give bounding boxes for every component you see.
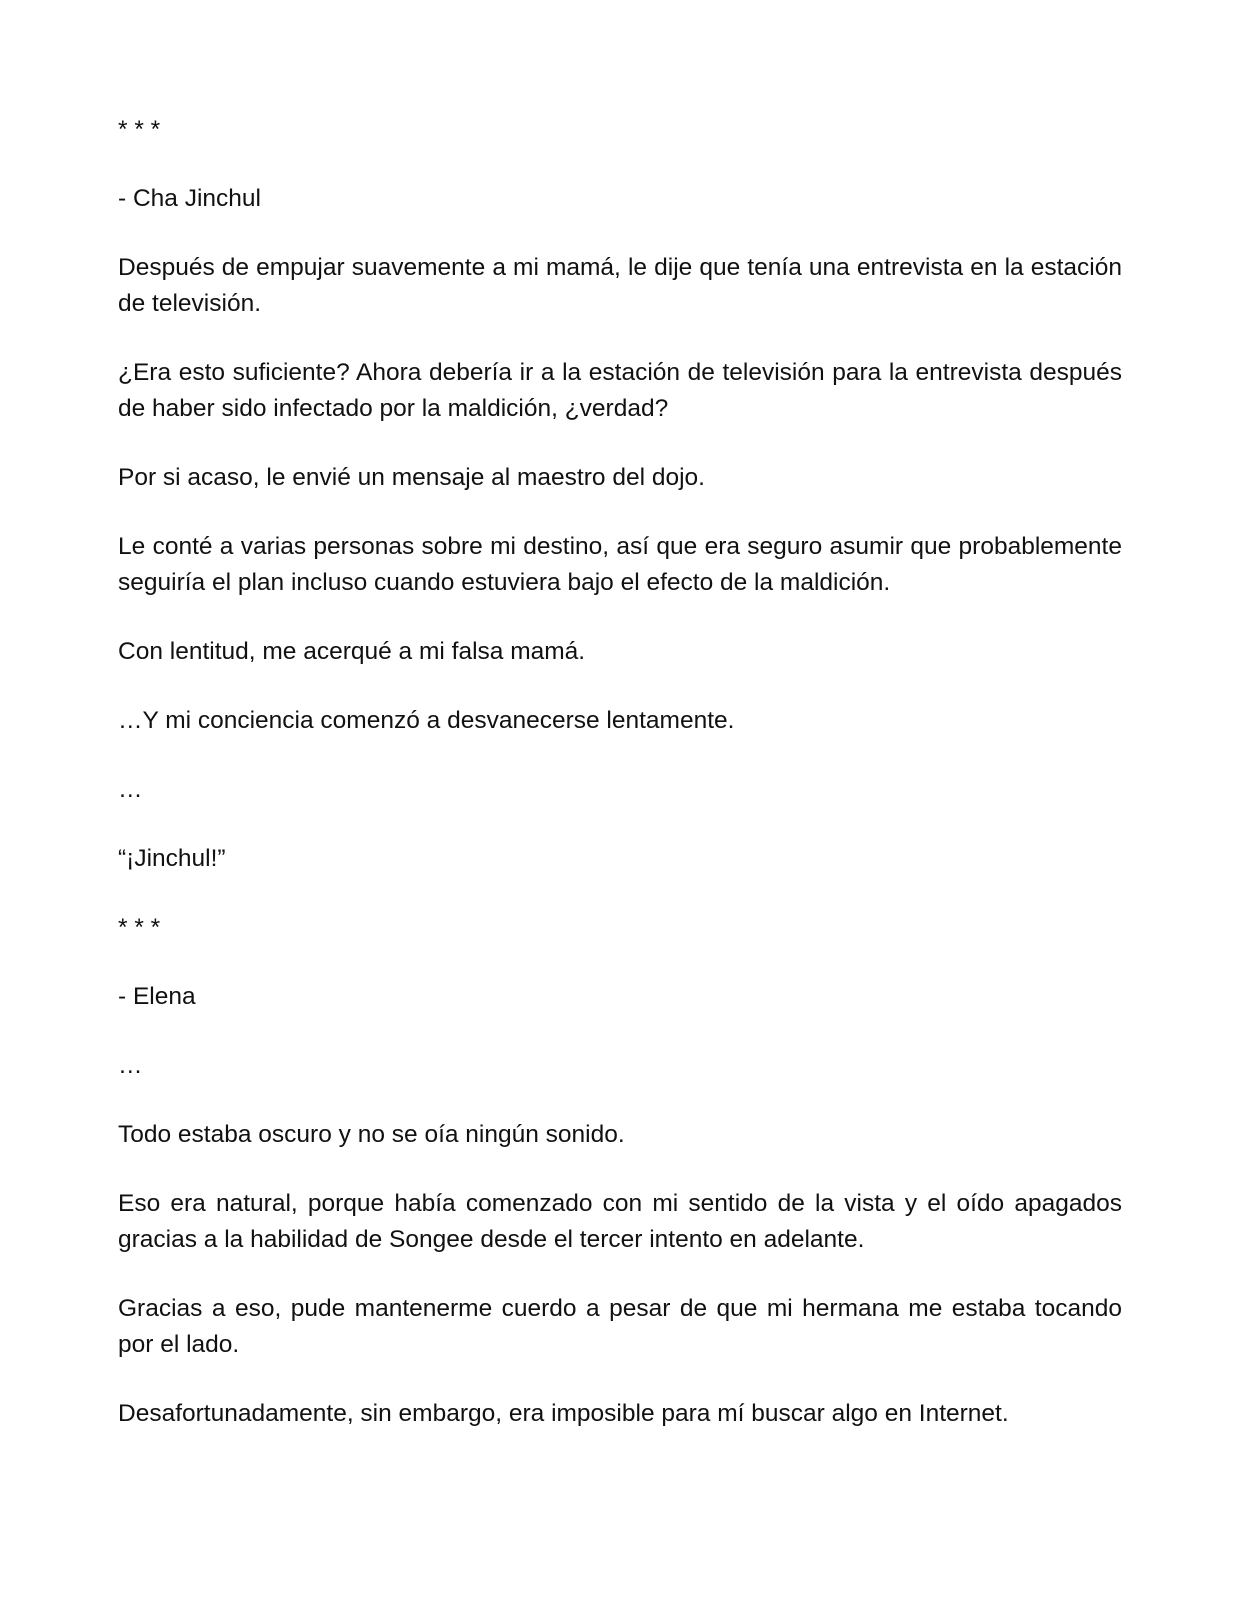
document-body	[118, 112, 1122, 1465]
ellipsis-line: …	[118, 776, 143, 803]
scene-break: * * *	[118, 914, 161, 941]
paragraph: Por si acaso, le envié un mensaje al maestro del dojo.	[118, 464, 705, 491]
dialogue-line: “¡Jinchul!”	[118, 845, 226, 872]
paragraph: Después de empujar suavemente a mi mamá, le dije que tenía una entrevista en la estación de televisión.	[118, 254, 1122, 317]
paragraph: ¿Era esto suficiente? Ahora debería ir a la estación de televisión para la entrevista después de haber sido infectado por la maldición, ¿verdad?	[118, 359, 1122, 422]
ellipsis-line: …	[118, 1052, 143, 1079]
paragraph: Le conté a varias personas sobre mi destino, así que era seguro asumir que probablemente seguiría el plan incluso cuando estuviera bajo el efecto de la maldición.	[118, 533, 1122, 596]
paragraph: …Y mi conciencia comenzó a desvanecerse lentamente.	[118, 707, 735, 734]
scene-break: * * *	[118, 116, 161, 143]
paragraph: Con lentitud, me acerqué a mi falsa mamá.	[118, 638, 586, 665]
pov-heading: - Cha Jinchul	[118, 185, 261, 212]
pov-heading: - Elena	[118, 983, 196, 1010]
paragraph: Todo estaba oscuro y no se oía ningún sonido.	[118, 1121, 625, 1148]
paragraph: Eso era natural, porque había comenzado con mi sentido de la vista y el oído apagados gracias a la habilidad de Songee desde el tercer intento en adelante.	[118, 1190, 1122, 1253]
paragraph: Desafortunadamente, sin embargo, era imposible para mí buscar algo en Internet.	[118, 1400, 1009, 1427]
paragraph: Gracias a eso, pude mantenerme cuerdo a pesar de que mi hermana me estaba tocando por el lado.	[118, 1295, 1122, 1358]
